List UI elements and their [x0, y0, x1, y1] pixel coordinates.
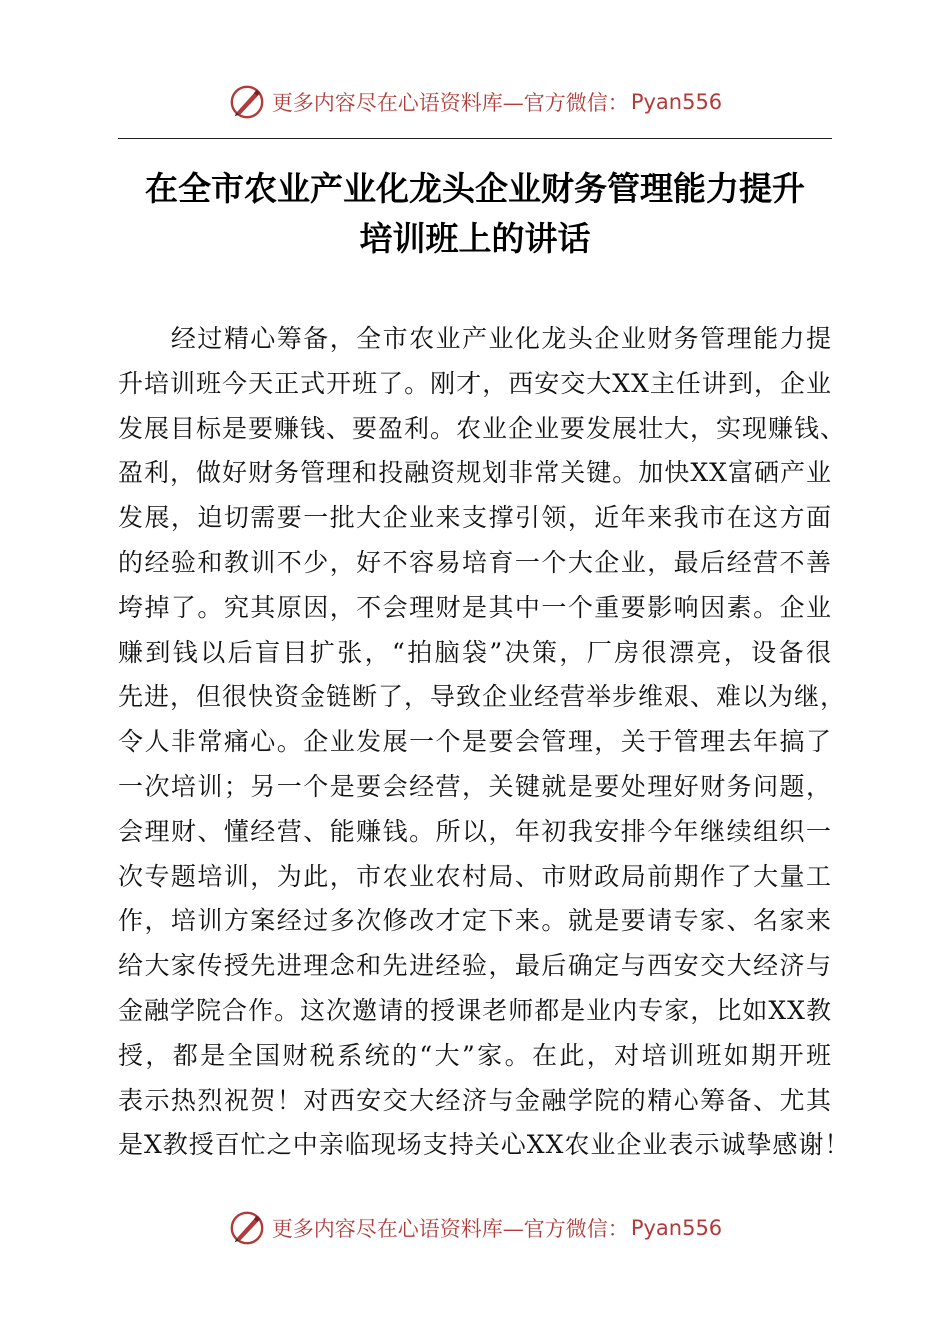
body-line: 盈利，做好财务管理和投融资规划非常关键。加快XX富硒产业	[118, 458, 832, 488]
body-line: 一次培训；另一个是要会经营，关键就是要处理好财务问题，	[118, 771, 832, 801]
body-line: 升培训班今天正式开班了。刚才，西安交大XX主任讲到，企业	[118, 368, 832, 398]
footer-banner-handle: Pyan556	[630, 1216, 723, 1240]
body-line: 赚到钱以后盲目扩张，“拍脑袋”决策，厂房很漂亮，设备很	[118, 637, 832, 667]
body-line: 先进，但很快资金链断了，导致企业经营举步维艰、难以为继，	[118, 682, 847, 712]
body-line: 作，培训方案经过多次修改才定下来。就是要请专家、名家来	[118, 906, 832, 936]
body-line: 发展，迫切需要一批大企业来支撑引领，近年来我市在这方面	[118, 503, 832, 533]
body-line: 金融学院合作。这次邀请的授课老师都是业内专家，比如XX教	[118, 995, 832, 1025]
body-line: 垮掉了。究其原因，不会理财是其中一个重要影响因素。企业	[118, 592, 832, 622]
body-line: 给大家传授先进理念和先进经验，最后确定与西安交大经济与	[118, 951, 832, 981]
body-line: 发展目标是要赚钱、要盈利。农业企业要发展壮大，实现赚钱、	[118, 413, 847, 443]
footer-banner	[0, 1208, 950, 1248]
body-line: 表示热烈祝贺！对西安交大经济与金融学院的精心筹备、尤其	[118, 1085, 832, 1115]
header-banner-handle: Pyan556	[630, 90, 723, 114]
speech-body	[118, 317, 851, 1168]
body-line: 次专题培训，为此，市农业农村局、市财政局前期作了大量工	[118, 861, 832, 891]
header-divider	[118, 138, 832, 139]
body-line: 令人非常痛心。企业发展一个是要会管理，关于管理去年搞了	[118, 727, 832, 757]
page-title	[100, 164, 850, 264]
pen-logo-icon	[228, 83, 266, 121]
body-line: 是X教授百忙之中亲临现场支持关心XX农业企业表示诚挚感谢！	[118, 1130, 851, 1160]
body-line: 授，都是全国财税系统的“大”家。在此，对培训班如期开班	[118, 1040, 832, 1070]
body-line: 的经验和教训不少，好不容易培育一个大企业，最后经营不善	[118, 547, 832, 577]
header-banner-text: 更多内容尽在心语资料库—官方微信：	[271, 91, 629, 115]
title-line-1: 在全市农业产业化龙头企业财务管理能力提升	[145, 169, 805, 208]
body-line: 经过精心筹备，全市农业产业化龙头企业财务管理能力提	[118, 324, 832, 353]
pen-logo-icon	[228, 1209, 266, 1247]
body-line: 会理财、懂经营、能赚钱。所以，年初我安排今年继续组织一	[118, 816, 832, 846]
header-banner	[0, 82, 950, 122]
title-line-2: 培训班上的讲话	[359, 219, 591, 258]
footer-banner-text: 更多内容尽在心语资料库—官方微信：	[271, 1217, 629, 1241]
